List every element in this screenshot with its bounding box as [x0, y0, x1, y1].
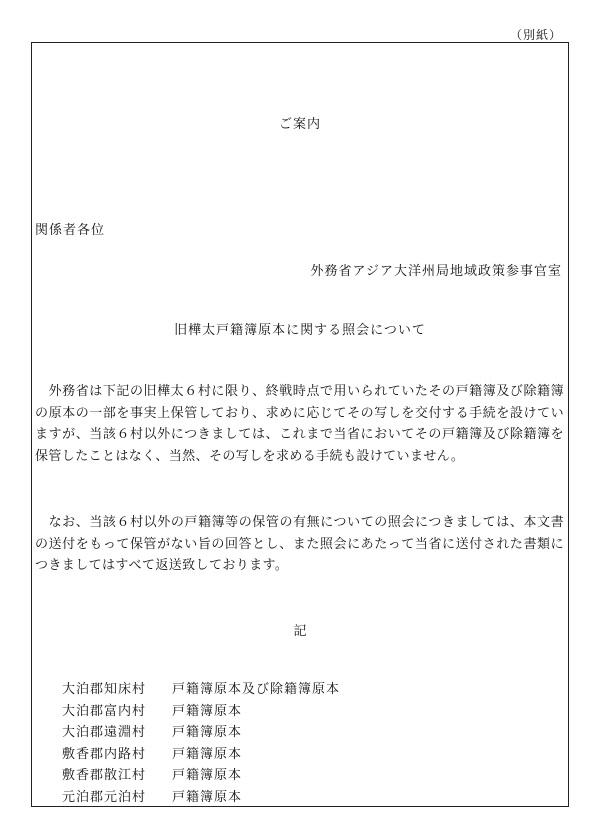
list-item: [62, 701, 340, 723]
body-paragraph-1: 外務省は下記の旧樺太６村に限り、終戦時点で用いられていたその戸籍簿及び除籍簿の原本の一部を事実上保管しており、求めに応じてその写しを交付する手続を設けていますが、当該６村以外につきましては、これまで当省においてその戸籍簿及び除籍簿を保管したことはなく、当然、その写しを求める手続も設けていません。: [35, 384, 564, 464]
body-paragraph-2: なお、当該６村以外の戸籍簿等の保管の有無についての照会につきましては、本文書の送付をもって保管がない旨の回答とし、また照会にあたって当省に送付された書類につきましてはすべて返送致しております。: [35, 515, 564, 573]
sender-office: 外務省アジア大洋州局地域政策参事官室: [310, 264, 562, 279]
list-item: [62, 722, 340, 744]
village-name: 敷香郡散江村: [62, 768, 147, 783]
village-name: 大泊郡遠淵村: [62, 725, 147, 740]
village-records: 戸籍簿原本: [172, 703, 243, 719]
village-records: 戸籍簿原本: [172, 768, 243, 783]
village-name: 大泊郡知床村: [62, 682, 147, 697]
annex-label: （別紙）: [509, 28, 562, 42]
village-list: [62, 679, 340, 808]
village-records: 戸籍簿原本: [172, 725, 243, 740]
list-item: [62, 787, 340, 809]
village-records: 戸籍簿原本: [172, 746, 243, 762]
list-item: [62, 765, 340, 787]
village-name: 敷香郡内路村: [62, 746, 147, 762]
list-item: [62, 744, 340, 766]
record-heading: 記: [293, 624, 307, 639]
list-item: [62, 679, 340, 701]
subject-line: 旧樺太戸籍簿原本に関する照会について: [174, 323, 426, 338]
village-records: 戸籍簿原本: [172, 789, 243, 805]
village-records: 戸籍簿原本及び除籍簿原本: [172, 682, 341, 697]
document-frame: [31, 42, 569, 807]
village-name: 元泊郡元泊村: [62, 789, 147, 805]
addressee: 関係者各位: [35, 223, 106, 238]
document-title: ご案内: [278, 117, 321, 132]
village-name: 大泊郡富内村: [62, 703, 147, 719]
